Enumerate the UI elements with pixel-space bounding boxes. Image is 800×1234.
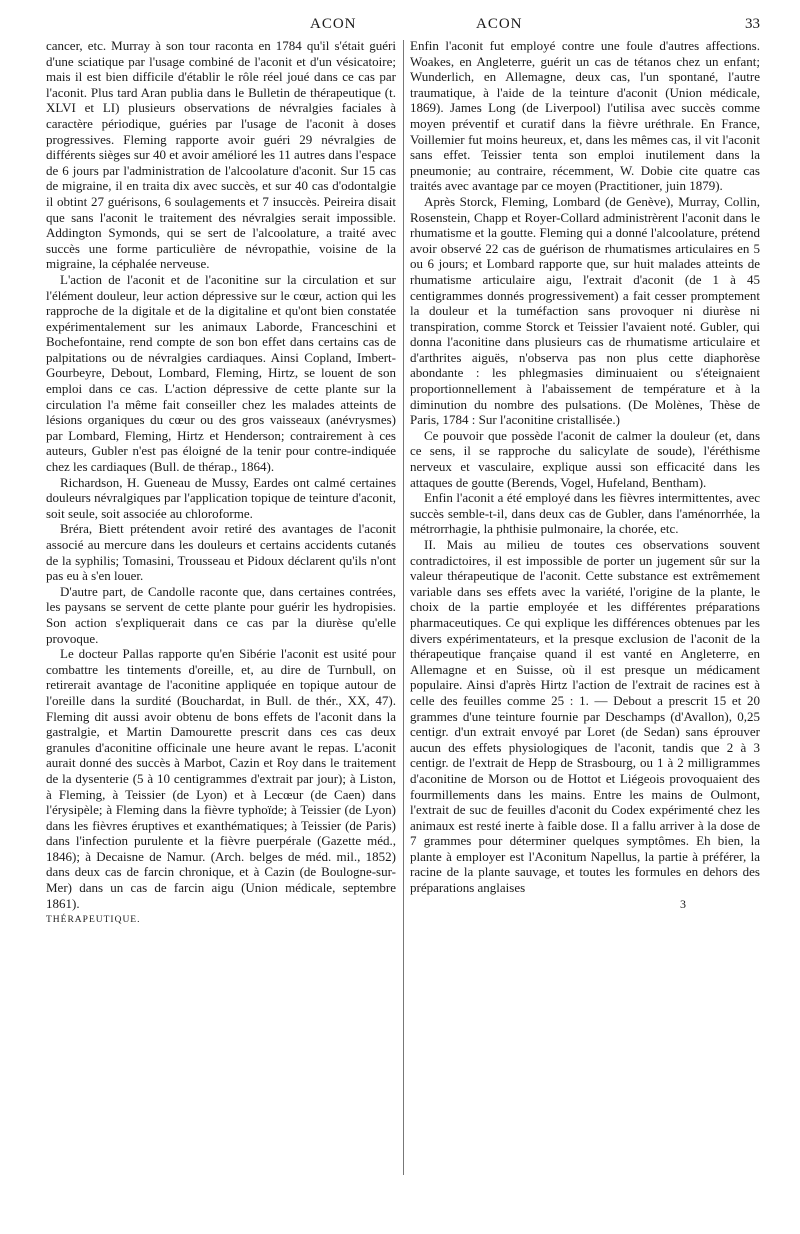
paragraph: Après Storck, Fleming, Lombard (de Genève), Murray, Collin, Rosenstein, Chapp et Royer-Collard administrèrent l'aconit dans le rhumatisme et la goutte. Fleming qui a donné l'alcoolature, prétend avoir observé 22 cas de guérison de rhumatismes articulaires en 5 ou 6 jours; et Lombard rapporte que, sur huit malades atteints de rhumatisme articulaire aigu, l'extrait d'aconit (de 1 à 45 centigrammes donnés progressivement) a fait cesser promptement la douleur et la tuméfaction sans provoquer ni diurèse ni transpiration, comme Storck et Teissier l'avaient noté. Gubler, qui donna l'aconitine dans plusieurs cas de rhumatisme articulaire et d'arthrites aiguës, n'observa pas non plus cette diaphorèse abondante : les phlegmasies diminuaient ou s'éteignaient proportionnellement à l'abaissement de température et à la diminution du nombre des pulsations. (De Molènes, Thèse de Paris, 1784 : Sur l'aconitine cristallisée.) [410, 193, 760, 428]
paragraph: Ce pouvoir que possède l'aconit de calmer la douleur (et, dans ce sens, il se rapproche du salicylate de soude), l'éréthisme nerveux et vasculaire, explique aussi son efficacité dans les attaques de goutte (Berends, Vogel, Hufeland, Bentham). [410, 427, 760, 490]
paragraph: II. Mais au milieu de toutes ces observations souvent contradictoires, il est impossible de porter un jugement sûr sur la valeur thérapeutique de l'aconit. Cette substance est extrêmement variable dans ses effets avec la variété, l'origine de la plante, le choix de la partie employée et les différentes préparations pharmaceutiques. Ce qui explique les différences obtenues par les divers expérimentateurs, et la presque exclusion de l'aconit de la thérapeutique française quand il est vanté en Angleterre, en Allemagne et en Suisse, où il est presque un médicament populaire. Ainsi d'après Hirtz l'action de l'extrait de racines est à celle des feuilles comme 25 : 1. — Debout a prescrit 15 et 20 grammes d'une teinture fournie par Deschamps (d'Avallon), 0,25 centigr. d'un extrait envoyé par Loret (de Sedan) sans éprouver aucun des effets physiologiques de l'aconit, tandis que 2 à 3 centigr. de l'extrait de Hepp de Strasbourg, ou 1 à 2 milligrammes d'aconitine de Morson ou de Hottot et Liégeois provoquaient des fourmillements dans les mains. Entre les mains de Oulmont, l'extrait de suc de feuilles d'aconit du Codex expérimenté chez les animaux est resté inerte à faible dose. Il a fallu arriver à la dose de 7 grammes pour déterminer quelques symptômes. Eh bien, la plante à employer est l'Aconitum Napellus, la partie à préférer, la racine de la plante sauvage, et toutes les formules en dehors des préparations anglaises [410, 537, 760, 896]
paragraph: L'action de l'aconit et de l'aconitine sur la circulation et sur l'élément douleur, leur action dépressive sur le cœur, action qui les rapproche de la digitale et de la digitaline et qu'ont bien constatée expérimentalement sur les animaux Laborde, Franceschini et Bochefontaine, rend compte de son bon effet dans certains cas de palpitations ou de névralgies cardiaques. Ainsi Copland, Imbert-Gourbeyre, Debout, Lombard, Fleming, Hirtz, se louent de son emploi dans ce cas. L'action dépressive de cette plante sur la circulation l'a même fait conseiller chez les malades atteints de lésions organiques du cœur ou des gros vaisseaux (anévrysmes) par Lombard, Fleming, Hirtz et Henderson; contrairement à ces auteurs, Gubler n'est pas éloigné de la tenir pour contre-indiquée chez les cardiaques (Bull. de thérap., 1864). [46, 271, 396, 475]
right-column [410, 38, 760, 1175]
signature-mark: 3 [680, 896, 686, 911]
paragraph: Le docteur Pallas rapporte qu'en Sibérie l'aconit est usité pour combattre les tintements d'oreille, et, au dire de Turnbull, on retirerait avantage de l'aconitine appliquée en topique autour de l'oreille dans la surdité (Bouchardat, in Bull. de thér., XX, 47). Fleming dit aussi avoir obtenu de bons effets de l'aconit dans la gastralgie, et Martin Damourette prescrit dans ces cas deux granules d'aconitine officinale une heure avant le repas. L'aconit aurait donné des succès à Marbot, Cazin et Roy dans le traitement de la dysenterie (5 à 10 centigrammes d'extrait par jour); à Liston, à Fleming, à Teissier (de Lyon) et à Lecœur (de Caen) dans l'érysipèle; à Fleming dans la fièvre typhoïde; à Teissier (de Lyon) dans les fièvres éruptives et exanthématiques; à Teissier (de Paris) dans l'infection purulente et la fièvre puerpérale (Gazette méd., 1846); à Decaisne de Namur. (Arch. belges de méd. mil., 1852) dans deux cas de farcin chronique, et à Cazin (de Boulogne-sur-Mer) dans un cas de farcin aigu (Union médicale, septembre 1861). [46, 646, 396, 911]
page-number: 33 [745, 16, 760, 32]
column-divider [403, 40, 404, 1175]
paragraph: Bréra, Biett prétendent avoir retiré des avantages de l'aconit associé au mercure dans les douleurs et certains accidents cutanés de la syphilis; Tomasini, Trousseau et Pidoux déclarent qu'ils n'ont pas eu à s'en louer. [46, 521, 396, 584]
paragraph: cancer, etc. Murray à son tour raconta en 1784 qu'il s'était guéri d'une sciatique par l'usage combiné de l'aconit et d'un vésicatoire; mais il est bien difficile d'établir le rôle réel joué dans ce cas par l'aconit. Plus tard Aran publia dans le Bulletin de thérapeutique (t. XLVI et LI) plusieurs observations de névralgies faciales à caractère périodique, guéries par l'usage de l'aconit à doses progressives. Fleming rapporte avoir guéri 29 névralgies de différents sièges sur 40 et avoir amélioré les 11 autres dans l'espace de 6 jours par l'administration de l'alcoolature d'aconit. Sur 15 cas de migraine, il en traita dix avec succès, et sur 40 cas d'odontalgie il obtint 27 guérisons, 6 soulagements et 7 insuccès. Peireira disait que sans l'aconit le traitement des névralgies serait impossible. Addington Symonds, qui se sert de l'alcoolature, a traité avec succès une forme particulière de névropathie, voisine de la migraine, la céphalée nerveuse. [46, 38, 396, 272]
signature-footer: THÉRAPEUTIQUE. [46, 915, 141, 926]
left-column [46, 38, 396, 1175]
paragraph: Enfin l'aconit fut employé contre une foule d'autres affections. Woakes, en Angleterre, guérit un cas de tétanos chez un enfant; Wunderlich, en Allemagne, deux cas, l'un spontané, l'autre traumatique, à l'aide de la teinture d'aconit (Union médicale, 1869). James Long (de Liverpool) l'utilisa avec succès comme moyen préventif et curatif dans la fièvre uréthrale. En France, Voillemier fut moins heureux, et, dans les mêmes cas, il vit l'aconit sans effet. Teissier tenta son emploi inutilement dans la pneumonie; au contraire, récemment, W. Dobie cite quatre cas traités avec avantage par ce moyen (Practitioner, juin 1879). [410, 38, 760, 194]
paragraph: Richardson, H. Gueneau de Mussy, Eardes ont calmé certaines douleurs névralgiques par l'application topique de teinture d'aconit, soit seule, soit associée au chloroforme. [46, 474, 396, 521]
paragraph: Enfin l'aconit a été employé dans les fièvres intermittentes, avec succès semble-t-il, dans deux cas de Gubler, dans l'aménorrhée, la métrorrhagie, la phthisie pulmonaire, la chorée, etc. [410, 490, 760, 537]
left-running-head: ACON [310, 16, 357, 32]
two-column-body [46, 38, 760, 1175]
right-running-head: ACON [476, 16, 523, 32]
running-header [46, 12, 760, 38]
paragraph: D'autre part, de Candolle raconte que, dans certaines contrées, les paysans se servent de cette plante pour guérir les hydropisies. Son action s'expliquerait dans ce cas par la diurèse qu'elle provoque. [46, 583, 396, 646]
